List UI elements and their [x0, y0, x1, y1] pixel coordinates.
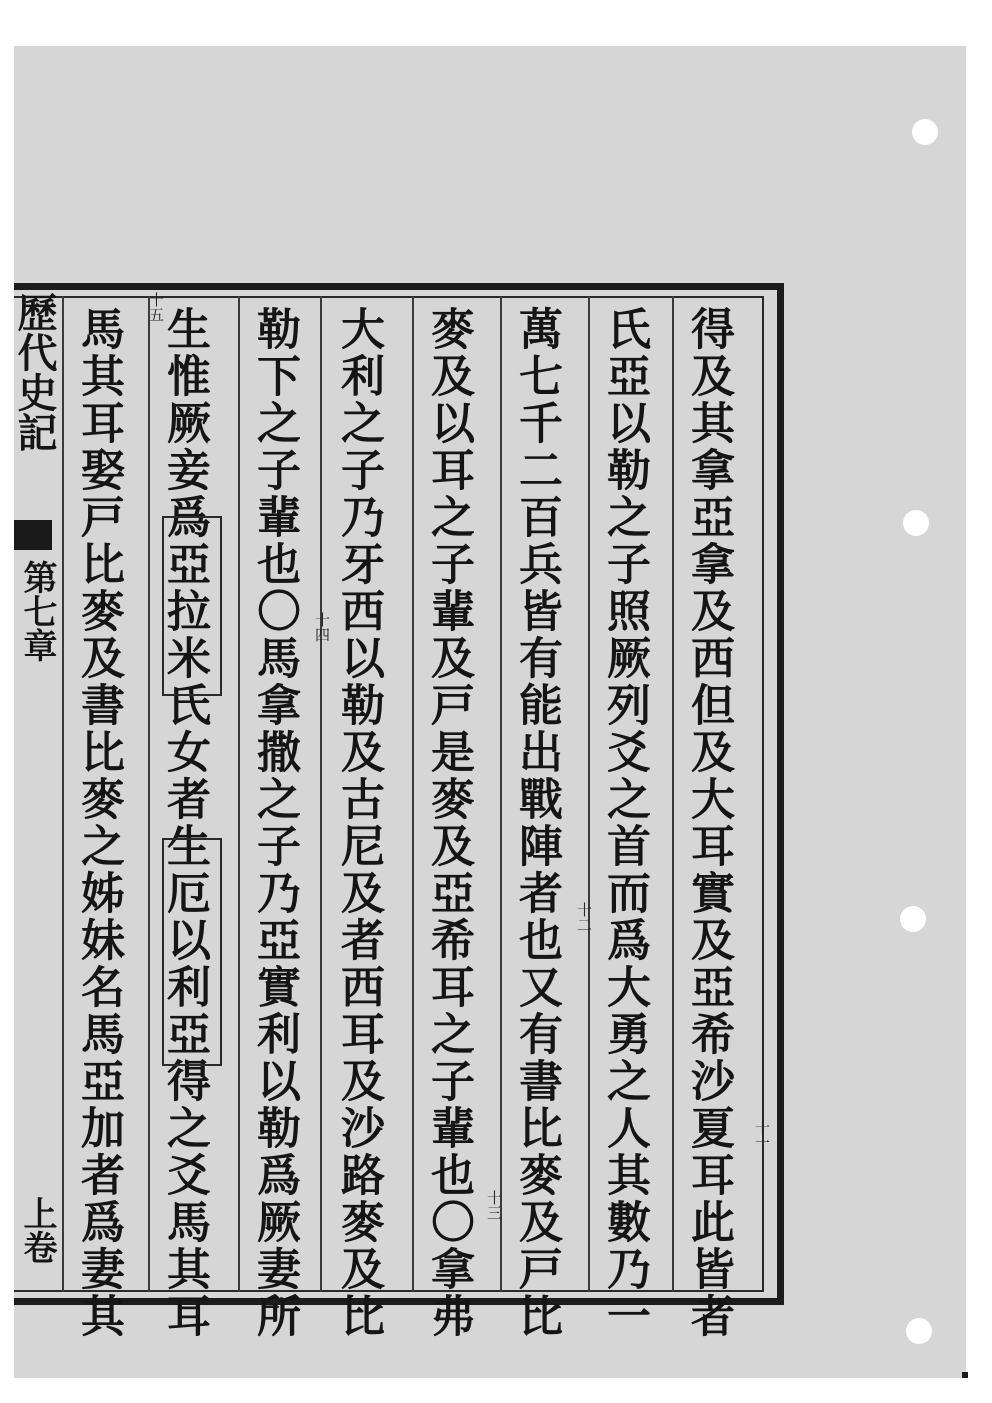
binder-hole	[906, 1318, 932, 1344]
column-rule	[320, 296, 322, 1292]
fish-tail-mark	[14, 520, 52, 550]
column-rule	[500, 296, 502, 1292]
binder-hole	[903, 510, 929, 536]
column-rule	[238, 296, 240, 1292]
text-column: 生惟厥妾爲亞拉米氏女者生厄以利亞得之爻馬其耳	[159, 306, 210, 1340]
text-column: 勒下之子輩也〇馬拿撒之子乃亞實利以勒爲厥妻所	[249, 306, 300, 1340]
column-rule	[588, 296, 590, 1292]
binder-hole	[912, 119, 938, 145]
book-title: 歷代史記	[11, 292, 58, 452]
column-rule	[412, 296, 414, 1292]
text-column: 氏亞以勒之子照厥列爻之首而爲大勇之人其數乃一	[599, 306, 650, 1340]
name-box	[162, 516, 222, 696]
binder-hole	[900, 906, 926, 932]
verse-number: 十一	[753, 1120, 771, 1150]
verse-number: 十二	[575, 902, 593, 932]
column-rule	[62, 296, 64, 1292]
corner-mark	[962, 1372, 968, 1378]
page-inner-frame	[14, 296, 764, 1292]
verse-number: 十三	[485, 1190, 503, 1220]
name-box	[162, 838, 222, 1066]
column-rule	[148, 296, 150, 1292]
text-column: 大利之子乃牙西以勒及古尼及者西耳及沙路麥及比	[333, 306, 384, 1340]
verse-number: 十五	[147, 292, 165, 322]
column-rule	[672, 296, 674, 1292]
chapter-label: 第七章	[17, 560, 57, 662]
volume-label: 上卷	[17, 1196, 57, 1264]
text-column: 麥及以耳之子輩及戸是麥及亞希耳之子輩也〇拿弗	[423, 306, 474, 1340]
text-column: 馬其耳娶戸比麥及書比麥之姊妹名馬亞加者爲妻其	[73, 306, 124, 1340]
text-column: 萬七千二百兵皆有能出戰陣者也又有書比麥及戸比	[511, 306, 562, 1340]
text-column: 得及其拿亞拿及西但及大耳實及亞希沙夏耳此皆者	[683, 306, 734, 1340]
verse-number: 十四	[313, 612, 331, 642]
